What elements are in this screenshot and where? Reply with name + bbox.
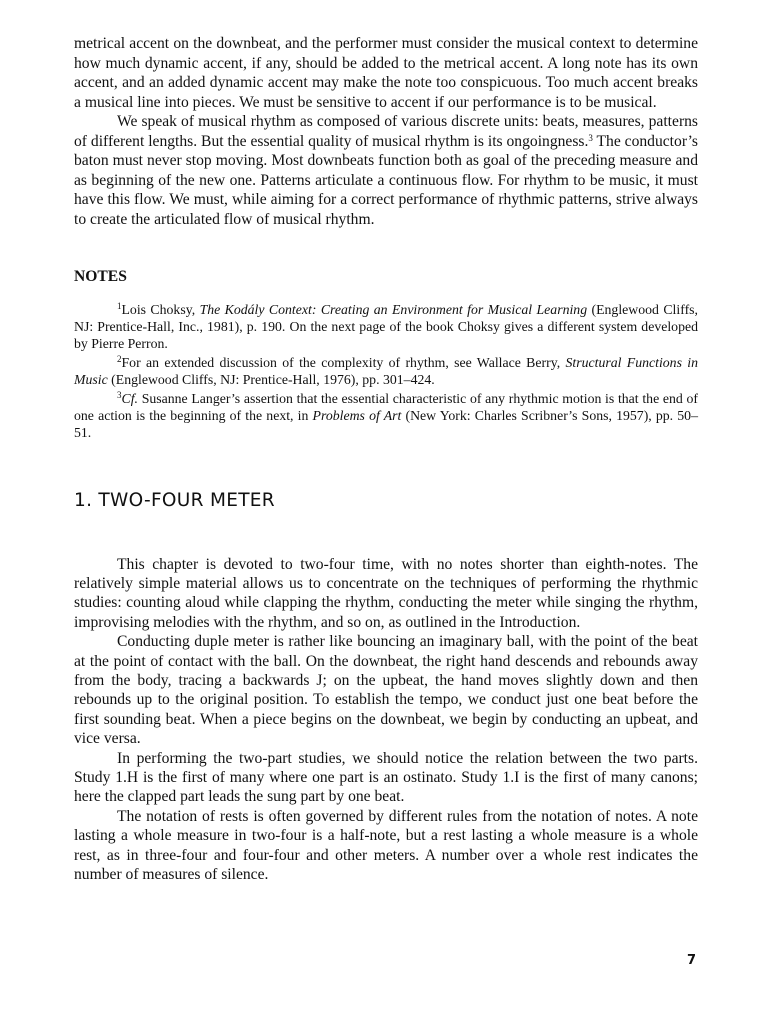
notes-list (74, 301, 698, 441)
footnote-number: 3 (117, 389, 122, 400)
footnote-number: 1 (117, 300, 122, 311)
paragraph-text: The conductor’s baton must never stop moving. Most downbeats function both as goal of the preceding measure and as beginning of the new one. Patterns articulate a continuous flow. For rhythm to be music, it must have this flow. We must, while aiming for a correct performance of rhythmic patterns, strive always to create the articulated flow of musical rhythm. (74, 132, 698, 228)
book-title: Structural Functions in Music (74, 354, 698, 387)
footnote-text: Susanne Langer’s assertion that the essential characteristic of any rhythmic motion is that the end of one action is the beginning of the next, in (74, 390, 698, 423)
chapter-paragraph-3: In performing the two-part studies, we should notice the relation between the two parts. Study 1.H is the first of many where one part is an ostinato. Study 1.I is the first of many canons; here the clapped part leads the sung part by one beat. (74, 749, 698, 806)
page-number: 7 (686, 953, 696, 968)
footnote-text: For an extended discussion of the complexity of rhythm, see Wallace Berry, (121, 354, 566, 370)
book-title: Problems of Art (312, 407, 402, 423)
chapter-heading: 1. TWO-FOUR METER (74, 489, 275, 511)
paragraph-musical-rhythm (74, 112, 698, 229)
book-title: The Kodály Context: Creating an Environment for Musical Learning (199, 301, 588, 317)
footnote-reference: 3 (588, 132, 593, 143)
notes-heading: NOTES (74, 268, 127, 285)
paragraph-metrical-accent: metrical accent on the downbeat, and the performer must consider the musical context to determine how much dynamic accent, if any, should be added to the metrical accent. A long note has its own accent, and an added dynamic accent may make the note too conspicuous. Too much accent breaks a musical line into pieces. We must be sensitive to accent if our performance is to be musical. (74, 35, 698, 111)
footnote-1 (74, 301, 698, 352)
footnote-3 (74, 390, 698, 441)
chapter-body (74, 555, 698, 885)
chapter-paragraph-2: Conducting duple meter is rather like bouncing an imaginary ball, with the point of the beat at the point of contact with the ball. On the downbeat, the right hand descends and rebounds away from the body, tracing a backwards J; on the upbeat, the hand moves slightly down and then rebounds up to the original position. To establish the tempo, we conduct just one beat before the first sounding beat. When a piece begins on the downbeat, we begin by conducting an upbeat, and vice versa. (74, 633, 698, 748)
footnote-2 (74, 354, 698, 388)
footnote-text: (New York: Charles Scribner’s Sons, 1957), pp. 50–51. (74, 407, 698, 440)
book-page (74, 34, 698, 884)
chapter-paragraph-1: This chapter is devoted to two-four time, with no notes shorter than eighth-notes. The relatively simple material allows us to concentrate on the techniques of performing the rhythmic studies: counting aloud while clapping the rhythm, conducting the meter while singing the rhythm, improvising melodies with the rhythm, and so on, as outlined in the Introduction. (74, 555, 698, 631)
footnote-text: Lois Choksy, (121, 301, 200, 317)
footnote-text: (Englewood Cliffs, NJ: Prentice-Hall, Inc., 1981), p. 190. On the next page of the book Choksy gives a different system developed by Pierre Perron. (74, 301, 698, 351)
footnote-text: (Englewood Cliffs, NJ: Prentice-Hall, 1976), pp. 301–424. (107, 371, 435, 387)
footnote-abbreviation: Cf. (121, 390, 138, 406)
paragraph-text: We speak of musical rhythm as composed of various discrete units: beats, measures, patterns of different lengths. But the essential quality of musical rhythm is its ongoingness. (74, 113, 698, 150)
footnote-number: 2 (117, 353, 122, 364)
chapter-paragraph-4: The notation of rests is often governed by different rules from the notation of notes. A note lasting a whole measure in two-four is a half-note, but a rest lasting a whole measure is a whole rest, as in three-four and four-four and other meters. A number over a whole rest indicates the number of measures of silence. (74, 807, 698, 883)
